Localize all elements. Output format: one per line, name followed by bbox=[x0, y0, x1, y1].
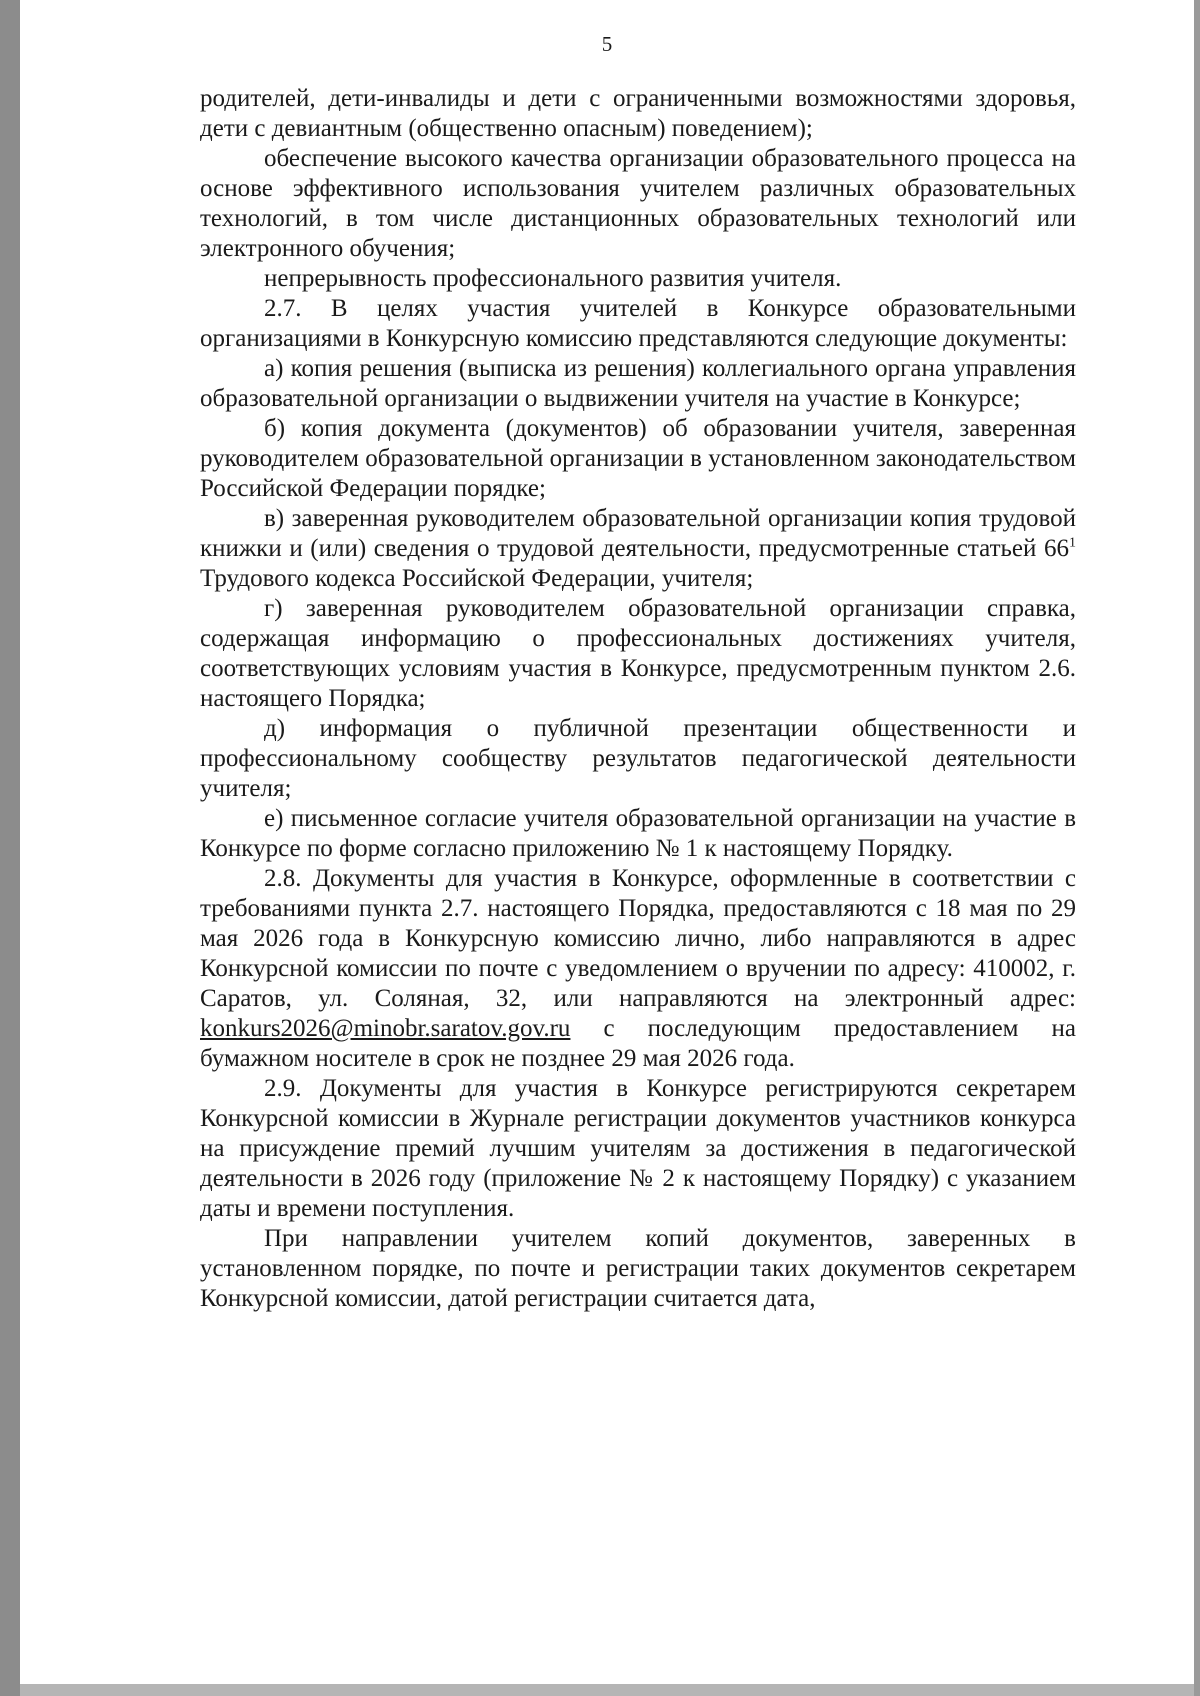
paragraph-continuation: родителей, дети-инвалиды и дети с ограниченными возможностями здоровья, дети с девиантным (общественно опасным) поведением); bbox=[200, 85, 1076, 142]
paragraph-2-9: 2.9. Документы для участия в Конкурсе регистрируются секретарем Конкурсной комиссии в Журнале регистрации документов участников конкурса на присуждение премий лучшим учителям за достижения в педагогической деятельности в 2026 году (приложение № 2 к настоящему Порядку) с указанием даты и времени поступления. bbox=[200, 1075, 1076, 1222]
paragraph-quality: обеспечение высокого качества организации образовательного процесса на основе эффективного использования учителем различных образовательных технологий, в том числе дистанционных образовательных технологий или электронного обучения; bbox=[200, 145, 1076, 262]
list-item-e: е) письменное согласие учителя образовательной организации на участие в Конкурсе по форме согласно приложению № 1 к настоящему Порядку. bbox=[200, 805, 1076, 862]
viewer-left-margin bbox=[0, 0, 20, 1696]
page-bottom-edge bbox=[20, 1684, 1194, 1696]
list-item-g: г) заверенная руководителем образовательной организации справка, содержащая информацию о профессиональных достижениях учителя, соответствующих условиям участия в Конкурсе, предусмотренным пунктом 2.6. настоящего Порядка; bbox=[200, 595, 1076, 712]
paragraph-development: непрерывность профессионального развития учителя. bbox=[264, 265, 842, 292]
page-body bbox=[200, 84, 1076, 1314]
paragraph-postal: При направлении учителем копий документов, заверенных в установленном порядке, по почте и регистрации таких документов секретарем Конкурсной комиссии, датой регистрации считается дата, bbox=[200, 1225, 1076, 1312]
list-item-a: а) копия решения (выписка из решения) коллегиального органа управления образовательной организации о выдвижении учителя на участие в Конкурсе; bbox=[200, 355, 1076, 412]
paragraph-2-7: 2.7. В целях участия учителей в Конкурсе образовательными организациями в Конкурсную комиссию представляются следующие документы: bbox=[200, 295, 1076, 352]
paragraph-2-8 bbox=[200, 864, 1076, 1074]
email-link[interactable]: konkurs2026@minobr.saratov.gov.ru bbox=[200, 1015, 571, 1042]
list-item-v-text: в) заверенная руководителем образовательной организации копия трудовой книжки и (или) сведения о трудовой деятельности, предусмотренные статьей 66 bbox=[200, 505, 1076, 562]
list-item-d: д) информация о публичной презентации общественности и профессиональному сообществу результатов педагогической деятельности учителя; bbox=[200, 715, 1076, 802]
list-item-b: б) копия документа (документов) об образовании учителя, заверенная руководителем образовательной организации в установленном законодательством Российской Федерации порядке; bbox=[200, 415, 1076, 502]
page-number: 5 bbox=[601, 32, 613, 56]
article-superscript: 1 bbox=[1069, 535, 1076, 551]
paragraph-2-8-text: 2.8. Документы для участия в Конкурсе, оформленные в соответствии с требованиями пункта 2.7. настоящего Порядка, предоставляются с 18 мая по 29 мая 2026 года в Конкурсную комиссию лично, либо направляются в адрес Конкурсной комиссии по почте с уведомлением о вручении по адресу: 410002, г. Саратов, ул. Соляная, 32, или направляются на электронный адрес: bbox=[200, 865, 1076, 1012]
list-item-v bbox=[200, 504, 1076, 594]
document-page bbox=[20, 0, 1194, 1684]
viewer-right-margin bbox=[1194, 0, 1200, 1696]
paragraph-2-8-tail: с последующим предоставлением на бумажном носителе в срок не позднее 29 мая 2026 года. bbox=[200, 1015, 1076, 1072]
list-item-v-tail: Трудового кодекса Российской Федерации, учителя; bbox=[200, 565, 754, 592]
